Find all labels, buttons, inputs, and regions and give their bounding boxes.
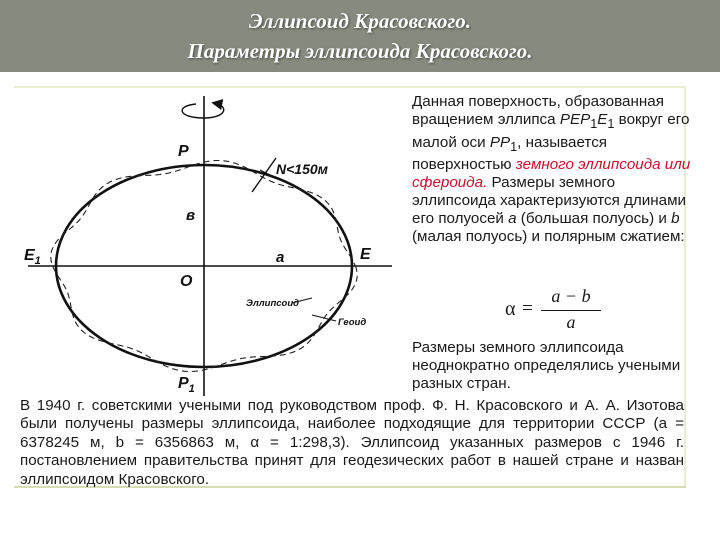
label-e: E [360, 246, 371, 263]
formula-numerator: a − b [551, 286, 591, 306]
desc-sub: 1 [510, 139, 518, 154]
desc-var-e: E [597, 110, 608, 128]
desc-var-a: a [508, 209, 517, 227]
desc-text-3: , называется поверхностью [412, 133, 608, 174]
desc-text-6: (малая полуось) и полярным сжатием: [412, 227, 685, 245]
desc-sub: 1 [607, 116, 615, 131]
flattening-formula [505, 286, 605, 334]
n-marker-line [252, 158, 276, 192]
slide-title-line-1: Эллипсоид Красовского. [249, 9, 471, 33]
desc-var-b: b [671, 209, 680, 227]
label-a: a [276, 249, 285, 266]
label-p1: $P_1$ [178, 375, 195, 395]
label-b: в [186, 207, 196, 224]
desc-var-pp: PP [489, 133, 511, 151]
formula-alpha: α [505, 298, 516, 320]
formula-denominator: a [566, 312, 576, 332]
title-banner [0, 0, 720, 72]
label-geoid: Геоид [338, 317, 367, 328]
desc-text-5: (большая полуось) и [516, 209, 672, 227]
desc-var-pep: PEP [559, 110, 591, 128]
label-n: N<150м [276, 161, 329, 177]
description-text [412, 93, 694, 245]
desc-text-1: Данная поверхность, образованная вращением эллипса [412, 93, 664, 128]
desc-text-4: Размеры земного эллипсоида характеризуются длинами его полуосей [412, 174, 687, 227]
rotation-arrow-icon [182, 103, 224, 118]
history-paragraph: В 1940 г. советскими учеными под руководством проф. Ф. Н. Красовского и А. А. Изотова были получены размеры эллипсоида, наиболее подходящие для территории СССР (a = 6378245 м, b = 6356863 м, α = 1:298,3). Эллипсоид указанных размеров с 1946 г. постановлением правительства принят для геодезических работ в нашей стране и назван эллипсоидом Красовского. [20, 397, 684, 488]
label-ellipsoid: Эллипсоид [246, 298, 300, 309]
highlight-term: земного эллипсоида или сфероида. [412, 156, 691, 192]
label-p: P [178, 143, 189, 160]
ellipsoid-diagram [20, 90, 400, 400]
frame-top-line [14, 86, 686, 88]
label-e1: $E_1$ [24, 247, 41, 267]
desc-text-2: вокруг его малой оси [412, 110, 690, 151]
formula-equals: = [522, 298, 533, 319]
desc-sub: 1 [590, 116, 598, 131]
label-o: O [180, 273, 193, 290]
description-text-2: Размеры земного эллипсоида неоднократно определялись учеными разных стран. [412, 339, 681, 392]
slide-title-line-2: Параметры эллипсоида Красовского. [187, 39, 533, 63]
